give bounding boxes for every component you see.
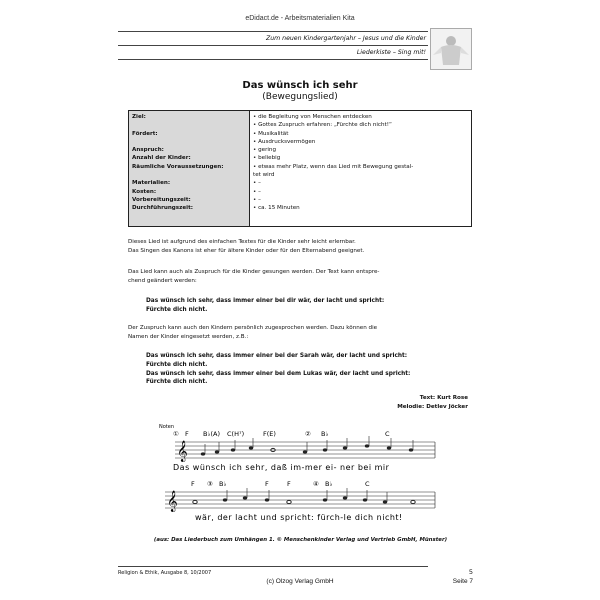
label-durchfuehrung: Durchführungszeit: bbox=[132, 205, 194, 212]
value-item: • Gottes Zuspruch erfahren: „Fürchte dich nicht!“ bbox=[253, 122, 392, 129]
chord-label: B♭(A) bbox=[203, 430, 221, 438]
paragraph-zuspruch bbox=[128, 268, 473, 285]
score-label: Noten bbox=[159, 424, 175, 430]
value-item: • Musikalität bbox=[253, 130, 289, 137]
song-credits bbox=[300, 394, 468, 411]
label-kosten: Kosten: bbox=[132, 188, 157, 195]
footer-rule bbox=[118, 566, 428, 567]
chord-label: F bbox=[287, 480, 291, 488]
value-item: • Ausdrucksvermögen bbox=[253, 138, 316, 145]
header-section: Liederkiste – Sing mit! bbox=[356, 49, 426, 56]
label-spacer bbox=[129, 171, 224, 179]
chord-label: C bbox=[365, 480, 370, 488]
label-materialien: Materialien: bbox=[132, 180, 171, 187]
header-rule-bottom bbox=[118, 59, 428, 60]
verse-line: Das wünsch ich sehr, dass immer einer bei dem Lukas wär, der lacht und spricht: bbox=[146, 370, 411, 377]
song-title: Das wünsch ich sehr bbox=[242, 80, 358, 91]
verse-example-2 bbox=[146, 352, 410, 387]
text-line: Der Zuspruch kann auch den Kindern persönlich zugesprochen werden. Dazu können die bbox=[128, 325, 378, 331]
footer-publisher: (c) Olzog Verlag GmbH bbox=[266, 578, 334, 585]
label-raeumlich: Räumliche Voraussetzungen: bbox=[132, 163, 224, 170]
value-item: • – bbox=[253, 180, 261, 187]
label-spacer bbox=[129, 138, 224, 146]
chord-label: C(H⁷) bbox=[227, 430, 245, 438]
site-header: eDidact.de - Arbeitsmaterialien Kita bbox=[245, 15, 355, 22]
value-item: • gering bbox=[253, 147, 277, 154]
value-item: • ca. 15 Minuten bbox=[253, 205, 300, 212]
label-ziel: Ziel: bbox=[132, 114, 146, 120]
verse-line: Das wünsch ich sehr, dass immer einer bei der Sarah wär, der lacht und spricht: bbox=[146, 353, 408, 359]
song-subtitle: (Bewegungslied) bbox=[262, 92, 338, 102]
page-number: 5 bbox=[468, 568, 473, 576]
value-item: tet wird bbox=[253, 172, 275, 179]
chord-label: C bbox=[385, 430, 390, 438]
staff-row-2 bbox=[165, 492, 435, 508]
label-vorbereitung: Vorbereitungszeit: bbox=[132, 196, 191, 203]
lyric-line-2: wär, der lacht und spricht: fürch-le dich nicht! bbox=[195, 513, 403, 522]
text-line: Dieses Lied ist aufgrund des einfachen Textes für die Kinder sehr leicht erlernbar. bbox=[128, 239, 356, 245]
page-label: Seite 7 bbox=[452, 578, 473, 585]
value-item: • beliebig bbox=[253, 155, 281, 162]
paragraph-names bbox=[128, 324, 473, 341]
info-table-labels bbox=[129, 111, 250, 226]
text-line: Namen der Kinder eingesetzt werden, z.B.: bbox=[128, 333, 249, 340]
source-note: (aus: Das Liederbuch zum Umhängen 1. © Menschenkinder Verlag und Vertrieb GmbH, Münster) bbox=[153, 537, 448, 543]
chord-label: F bbox=[185, 430, 189, 438]
text-line: Das Singen des Kanons ist eher für ältere Kinder oder für den Elternabend geeignet. bbox=[128, 247, 365, 254]
chord-label: F(E) bbox=[263, 430, 276, 438]
music-score bbox=[155, 420, 455, 530]
staff-row-1 bbox=[175, 442, 435, 458]
verse-line: Fürchte dich nicht. bbox=[146, 306, 208, 313]
credit-text: Text: Kurt Rose bbox=[419, 395, 468, 401]
header-rule-middle bbox=[118, 45, 428, 46]
score-circle-marker: ④ bbox=[313, 480, 319, 488]
verse-line: Fürchte dich nicht. bbox=[146, 361, 208, 368]
label-anzahl: Anzahl der Kinder: bbox=[132, 155, 191, 162]
text-line: Das Lied kann auch als Zuspruch für die Kinder gesungen werden. Der Text kann entspre- bbox=[128, 269, 380, 275]
chord-label: F bbox=[265, 480, 269, 488]
verse-line: Fürchte dich nicht. bbox=[146, 379, 208, 386]
info-table bbox=[128, 110, 472, 227]
verse-example-1 bbox=[146, 297, 384, 315]
chord-label: F bbox=[191, 480, 195, 488]
score-circle-marker: ① bbox=[173, 430, 179, 438]
chord-label: B♭ bbox=[321, 430, 329, 438]
footer-issue: Religion & Ethik, Ausgabe 8, 10/2007 bbox=[118, 570, 212, 576]
value-item: • die Begleitung von Menschen entdecken bbox=[253, 114, 372, 120]
chord-label: B♭ bbox=[325, 480, 333, 488]
value-item: • – bbox=[253, 188, 261, 195]
lyric-line-1: Das wünsch ich sehr, daß im-mer ei- ner bei mir bbox=[173, 463, 390, 472]
treble-clef-icon: 𝄞 bbox=[167, 491, 178, 512]
credit-melody: Melodie: Detlev Jöcker bbox=[397, 403, 468, 410]
header-rule-top bbox=[118, 31, 428, 32]
label-anspruch: Anspruch: bbox=[132, 147, 164, 154]
label-foerdert: Fördert: bbox=[132, 130, 158, 137]
treble-clef-icon: 𝄞 bbox=[177, 441, 188, 462]
label-spacer bbox=[129, 121, 224, 129]
chord-label: ② bbox=[305, 430, 311, 438]
chord-label: B♭ bbox=[219, 480, 227, 488]
info-table-values bbox=[253, 113, 413, 213]
verse-line: Das wünsch ich sehr, dass immer einer bei dir wär, der lacht und spricht: bbox=[146, 298, 385, 304]
paragraph-intro bbox=[128, 238, 473, 255]
value-item: • – bbox=[253, 196, 261, 203]
header-topic: Zum neuen Kindergartenjahr – Jesus und die Kinder bbox=[266, 35, 426, 42]
text-line: chend geändert werden: bbox=[128, 277, 197, 284]
value-item: • etwas mehr Platz, wenn das Lied mit Bewegung gestal- bbox=[253, 163, 414, 170]
angel-icon bbox=[431, 29, 471, 69]
angel-image bbox=[430, 28, 472, 70]
score-circle-marker: ③ bbox=[207, 480, 213, 488]
